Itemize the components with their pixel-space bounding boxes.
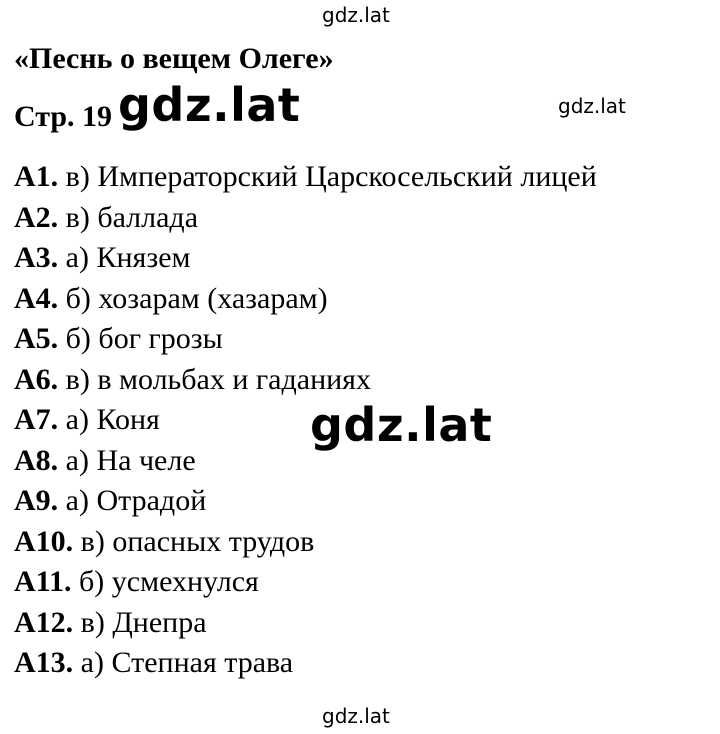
answer-item xyxy=(14,198,597,239)
answer-number: А13. xyxy=(14,646,74,679)
answer-text: в) баллада xyxy=(65,200,199,234)
answer-number: А6. xyxy=(14,362,59,396)
answer-text: а) На челе xyxy=(65,443,196,477)
answer-item xyxy=(14,643,597,684)
watermark-right: gdz.lat xyxy=(558,94,626,118)
answer-item xyxy=(14,238,597,279)
watermark-large-upper: gdz.lat xyxy=(118,78,301,132)
answer-text: б) усмехнулся xyxy=(79,565,259,598)
answers-list xyxy=(14,157,597,684)
answer-text: в) Императорский Царскосельский лицей xyxy=(65,160,597,193)
answer-number: А12. xyxy=(14,605,74,639)
answer-number: А4. xyxy=(14,281,59,315)
answer-number: А5. xyxy=(14,322,59,355)
answer-item xyxy=(14,441,597,482)
page-title: «Песнь о вещем Олеге» xyxy=(14,42,334,75)
answer-text: в) в мольбах и гаданиях xyxy=(65,362,371,396)
answer-text: в) опасных трудов xyxy=(80,524,315,558)
page-reference: Стр. 19 xyxy=(14,100,113,133)
answer-text: а) Отрадой xyxy=(65,484,207,517)
answer-item xyxy=(14,522,597,563)
answer-text: б) бог грозы xyxy=(65,322,223,355)
answer-number: А11. xyxy=(14,565,72,598)
answer-number: А10. xyxy=(14,524,74,558)
answer-text: а) Князем xyxy=(65,241,191,274)
answer-number: А2. xyxy=(14,200,59,234)
watermark-bottom: gdz.lat xyxy=(322,704,390,728)
answer-number: А1. xyxy=(14,160,59,193)
answer-item xyxy=(14,603,597,644)
answer-text: б) хозарам (хазарам) xyxy=(65,281,328,315)
answer-number: А9. xyxy=(14,484,59,517)
answer-text: а) Степная трава xyxy=(80,646,294,679)
answer-item xyxy=(14,400,597,441)
answer-number: А8. xyxy=(14,443,59,477)
answer-item xyxy=(14,481,597,522)
watermark-large-middle: gdz.lat xyxy=(310,398,493,452)
answer-item xyxy=(14,360,597,401)
answer-number: А3. xyxy=(14,241,59,274)
answer-item xyxy=(14,157,597,198)
answer-number: А7. xyxy=(14,403,59,436)
watermark-top: gdz.lat xyxy=(322,3,390,27)
answer-item xyxy=(14,562,597,603)
answer-text: а) Коня xyxy=(65,403,160,436)
answer-item xyxy=(14,319,597,360)
answer-item xyxy=(14,279,597,320)
answer-text: в) Днепра xyxy=(80,605,207,639)
